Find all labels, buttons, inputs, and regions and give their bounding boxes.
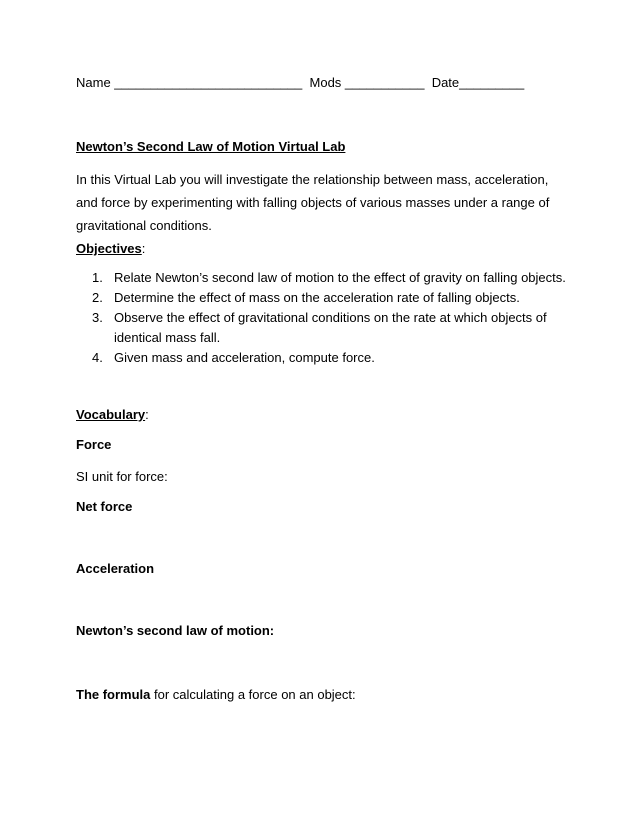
objective-item-2 xyxy=(76,288,576,308)
vocab-term-net-force: Net force xyxy=(76,499,133,514)
lab-title: Newton’s Second Law of Motion Virtual Lab xyxy=(76,139,346,154)
worksheet-page xyxy=(76,74,576,702)
formula-prompt xyxy=(76,686,356,704)
vocab-term-force: Force xyxy=(76,437,112,452)
objective-item-1 xyxy=(76,268,576,288)
si-unit-prompt: SI unit for force: xyxy=(76,469,168,484)
objective-number: 1. xyxy=(92,270,103,285)
vocabulary-heading-colon: : xyxy=(145,407,149,422)
objective-text: Determine the effect of mass on the acceleration rate of falling objects. xyxy=(114,290,520,305)
objective-text: Given mass and acceleration, compute force. xyxy=(114,350,375,365)
objective-number: 4. xyxy=(92,350,103,365)
objective-item-3 xyxy=(76,308,576,348)
formula-prompt-rest: for calculating a force on an object: xyxy=(150,687,356,702)
formula-prompt-bold: The formula xyxy=(76,687,151,702)
objective-item-4 xyxy=(76,348,576,368)
vocabulary-heading xyxy=(76,406,149,424)
objectives-heading xyxy=(76,240,145,258)
objectives-heading-colon: : xyxy=(141,241,146,256)
objectives-list xyxy=(76,268,576,368)
vocab-term-acceleration: Acceleration xyxy=(76,561,155,576)
date-field-label[interactable]: Date_________ xyxy=(431,75,525,90)
objective-number: 2. xyxy=(92,290,103,305)
vocab-term-second-law: Newton’s second law of motion: xyxy=(76,623,275,638)
objectives-heading-text: Objectives xyxy=(76,241,142,256)
name-field-label[interactable]: Name __________________________ xyxy=(76,75,303,90)
objective-text: Relate Newton’s second law of motion to the effect of gravity on falling objects. xyxy=(114,270,566,285)
mods-field-label[interactable]: Mods ___________ xyxy=(309,75,425,90)
objective-number: 3. xyxy=(92,310,103,325)
student-info-line xyxy=(76,74,576,92)
objective-text: Observe the effect of gravitational conditions on the rate at which objects of identical mass fall. xyxy=(114,310,547,345)
intro-paragraph: In this Virtual Lab you will investigate the relationship between mass, acceleration, and force by experimenting with falling objects of various masses under a range of gravitational conditions. xyxy=(76,172,550,233)
vocabulary-heading-text: Vocabulary xyxy=(76,407,146,422)
